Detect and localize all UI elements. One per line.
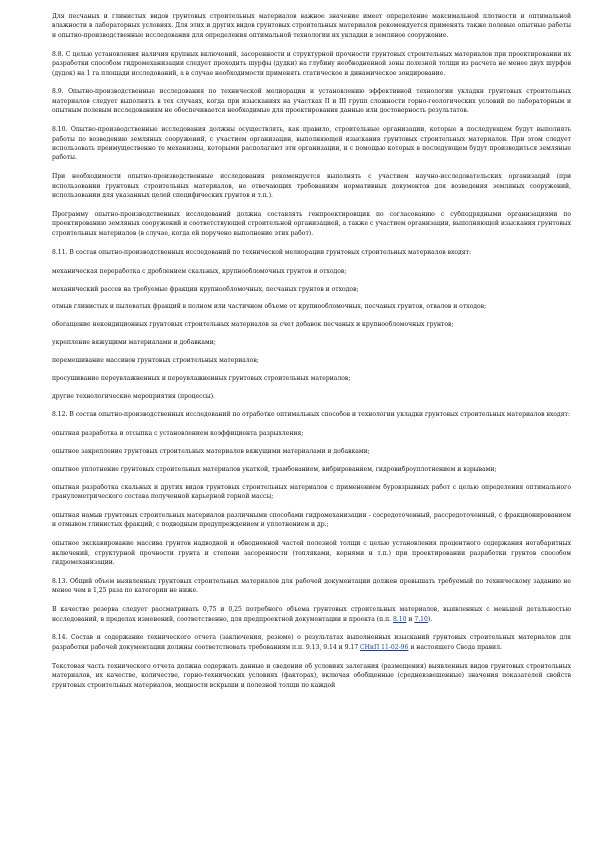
paragraph: опытное закрепление грунтовых строительных материалов вяжущими материалами и добавками; — [52, 447, 370, 455]
paragraph: Для песчаных и глинистых видов грунтовых строительных материалов важное значение имеет определение максимальной плотности и оптимальной влажности в лабораторных условиях. Для этих и других видов грунтовых строительных материалов рекомендуется применять также полевые опытные работы и опытно-производственные исследования для определения оптимальной технологии их укладки в земляное сооружение. — [52, 13, 571, 39]
paragraph: опытное экскавирование массива грунтов надводной и обводненной частей полезной толщи с целью установления процентного содержания негабаритных включений, структурной прочности грунта и степени засоренности (топляками, корнями и т.п.) при проектировании разработки грунтов способом гидромеханизации. — [52, 540, 571, 566]
paragraph: механический рассев на требуемые фракции крупнообломочных, песчаных грунтов и отходов; — [52, 285, 359, 293]
paragraph: 8.13. Общий объем выявленных грунтовых строительных материалов для рабочей документации должен превышать требуемый по техническому заданию не менее чем в 1,25 раза по категории не ниже. — [52, 577, 571, 595]
cross-reference-link[interactable]: 8.10 — [392, 615, 407, 623]
paragraph — [52, 605, 571, 624]
paragraph — [52, 633, 571, 652]
paragraph: обогащение некондиционных грунтовых строительных материалов за счет добавок песчаных и крупнообломочных грунтов; — [52, 321, 454, 329]
paragraph-text: ). — [427, 615, 433, 623]
paragraph: Текстовая часть технического отчета должна содержать данные и сведения об условиях залегания (размещения) выявленных видов грунтовых строительных материалов, их качестве, количестве, горно-технических условиях (факторах), включая обобщенные (средневзвешенные) значения показателей свойств грунтовых строительных материалов, мощности вскрыши и полезной толщи по каждой — [52, 662, 571, 689]
paragraph-text: В качестве резерва следует рассматривать 0,75 и 0,25 потребного объема грунтовых строительных материалов, выявленных с меньшей детальностью исследований, в пределах изменений, соответственно, для предпроектной документации и проекта (п.п. — [52, 606, 571, 623]
paragraph: просушивание переувлажненных и переувлажненных грунтовых строительных материалов; — [52, 375, 351, 383]
paragraph: опытная разработка и отсыпка с установлением коэффициента разрыхления; — [52, 429, 304, 437]
paragraph-text: и — [406, 615, 415, 623]
paragraph: При необходимости опытно-производственные исследования рекомендуется выполнять с участием научно-исследовательских организаций (при использовании грунтовых строительных материалов, не отвечающих требованиям нормативных документов для возведения земляных сооружений, использовании для указанных целей специфических грунтов и т.п.). — [52, 173, 571, 200]
paragraph: 8.9. Опытно-производственные исследования по технической мелиорации и установлению эффективной технологии укладки грунтовых строительных материалов следует выполнять в тех случаях, когда при изысканиях на участках II и III групп сложности горно-геологических условий по лабораторным и опытным полевым исследованиям не обеспечивается необходимые для проектирования данные или достоверность результатов. — [52, 88, 571, 115]
paragraph: укрепление вяжущими материалами и добавками; — [52, 339, 216, 347]
paragraph: 8.11. В состав опытно-производственных исследований по технической мелиорации грунтовых строительных материалов входят: — [52, 248, 471, 256]
cross-reference-link[interactable]: 7.10 — [414, 615, 428, 623]
paragraph: 8.10. Опытно-производственные исследования должны осуществлять, как правило, строительные организации, которые в последующем будут выполнять работы по возведению земляных сооружений, с участием организации, выполняющей изыскания грунтовых строительных материалов. При этом следует использовать преимущественно те механизмы, которыми располагают эти организации, и с помощью которых в последующем будут производиться земляные работы. — [52, 126, 571, 162]
paragraph: опытная намыв грунтовых строительных материалов различными способами гидромеханизации - сосредоточенный, рассредоточенный, с фракционированием и отмывом глинистых фракций, с подводным предупреждением и уплотнением и др.; — [52, 511, 571, 529]
paragraph: механическая переработка с дроблением скальных, крупнообломочных грунтов и отходов; — [52, 267, 347, 275]
paragraph-text: и настоящего Свода правил. — [408, 643, 502, 651]
paragraph: Программу опытно-производственных исследований должна составлять генпроектировщик по согласованию с субподрядными организациями по проектированию земляных сооружений и соответствующей строительной организацией, а также с участием организации, выполняющей изыскания грунтовых строительных материалов (в случае, когда ей поручено выполнение этих работ). — [52, 211, 571, 237]
paragraph-text: 8.14. Состав и содержание технического отчета (заключения, резюме) о результатах выполненных изысканий грунтовых строительных материалов для разработки рабочей документации должны соответствовать требованиям п.п. 9.13, 9.14 и 9.17 — [52, 634, 571, 651]
paragraph: опытная разработка скальных и других видов грунтовых строительных материалов с применением буровзрывных работ с целью определения оптимального гранулометрического состава полученной карьерной горной массы; — [52, 483, 571, 500]
paragraph: 8.12. В состав опытно-производственных исследований по отработке оптимальных способов и технологии укладки грунтовых строительных материалов входят: — [52, 410, 570, 418]
cross-reference-link[interactable]: СНиП 11-02-96 — [359, 643, 409, 651]
paragraph: опытное уплотнение грунтовых строительных материалов укаткой, трамбованием, вибрированием, гидровиброуплотнением и взрывами; — [52, 465, 497, 473]
paragraph: отмыв глинистых и пылеватых фракций в полном или частичном объеме от крупнообломочных, песчаных грунтов, отвалов и отходов; — [52, 303, 487, 311]
paragraph: перемешивание массивов грунтовых строительных материалов; — [52, 357, 259, 365]
paragraph: 8.8. С целью установления наличия крупных включений, засоренности и структурной прочности грунтовых строительных материалов при проектировании их разработки способом гидромеханизации следует проходить шурфы (дудки) на глубину необводненной зоны полезной толщи из расчета не менее двух шурфов (дудок) на 1 га площади исследований, а в случае необходимости применять статическое и динамическое зондирование. — [52, 50, 571, 77]
paragraph: другие технологические мероприятия (процессы). — [52, 392, 216, 400]
